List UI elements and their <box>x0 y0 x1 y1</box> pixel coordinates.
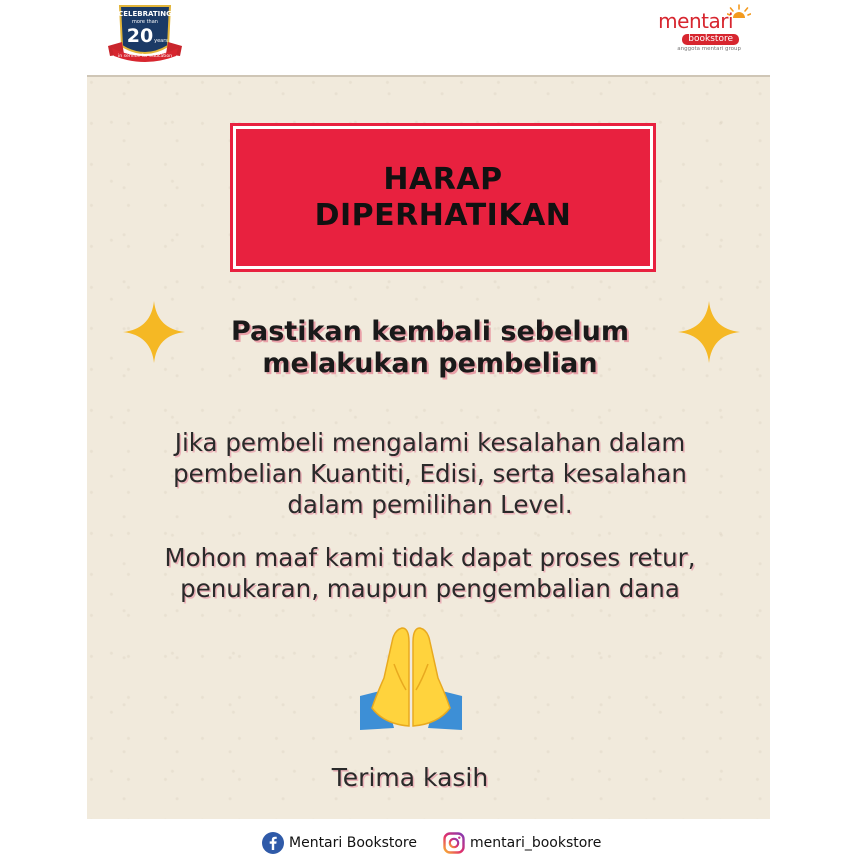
facebook-icon <box>262 832 284 854</box>
anniversary-badge-icon <box>106 2 184 64</box>
badge-years-number: 20 <box>126 25 154 47</box>
headline-line-2: melakukan pembelian <box>262 348 598 379</box>
brand-logo <box>658 4 751 54</box>
sparkle-icon <box>121 299 187 365</box>
divider <box>87 75 770 77</box>
notice-banner <box>233 126 653 269</box>
badge-more-than: more than <box>132 19 158 25</box>
facebook-link[interactable] <box>262 832 417 854</box>
header <box>0 0 859 75</box>
paragraph2-line-2: penukaran, maupun pengembalian dana <box>180 574 680 603</box>
brand-pill: bookstore <box>682 34 739 45</box>
closing-text: Terima kasih <box>331 763 489 792</box>
praying-hands-icon <box>354 624 468 736</box>
paragraph-no-refund <box>130 542 730 604</box>
footer <box>0 819 859 859</box>
paragraph-error-notice <box>130 427 730 520</box>
paragraph1-line-1: Jika pembeli mengalami kesalahan dalam <box>174 428 686 457</box>
brand-subtitle: anggota mentari group <box>677 46 741 52</box>
paragraph1-line-3: dalam pemilihan Level. <box>287 490 573 519</box>
headline-line-1: Pastikan kembali sebelum <box>230 316 630 347</box>
headline <box>190 316 670 380</box>
instagram-label: mentari_bookstore <box>470 835 602 851</box>
notice-line-1: HARAP <box>383 161 503 197</box>
badge-tagline: in service for education <box>117 54 173 59</box>
badge-celebrating: CELEBRATING <box>118 10 172 18</box>
facebook-label: Mentari Bookstore <box>289 835 417 851</box>
notice-line-2: DIPERHATIKAN <box>314 197 572 233</box>
brand-name: mentari <box>658 9 733 33</box>
paragraph2-line-1: Mohon maaf kami tidak dapat proses retur, <box>164 543 696 572</box>
badge-years-word: years <box>154 38 168 44</box>
instagram-icon <box>443 832 465 854</box>
sparkle-icon <box>676 299 742 365</box>
paragraph1-line-2: pembelian Kuantiti, Edisi, serta kesalahan <box>173 459 687 488</box>
instagram-link[interactable] <box>443 832 601 854</box>
